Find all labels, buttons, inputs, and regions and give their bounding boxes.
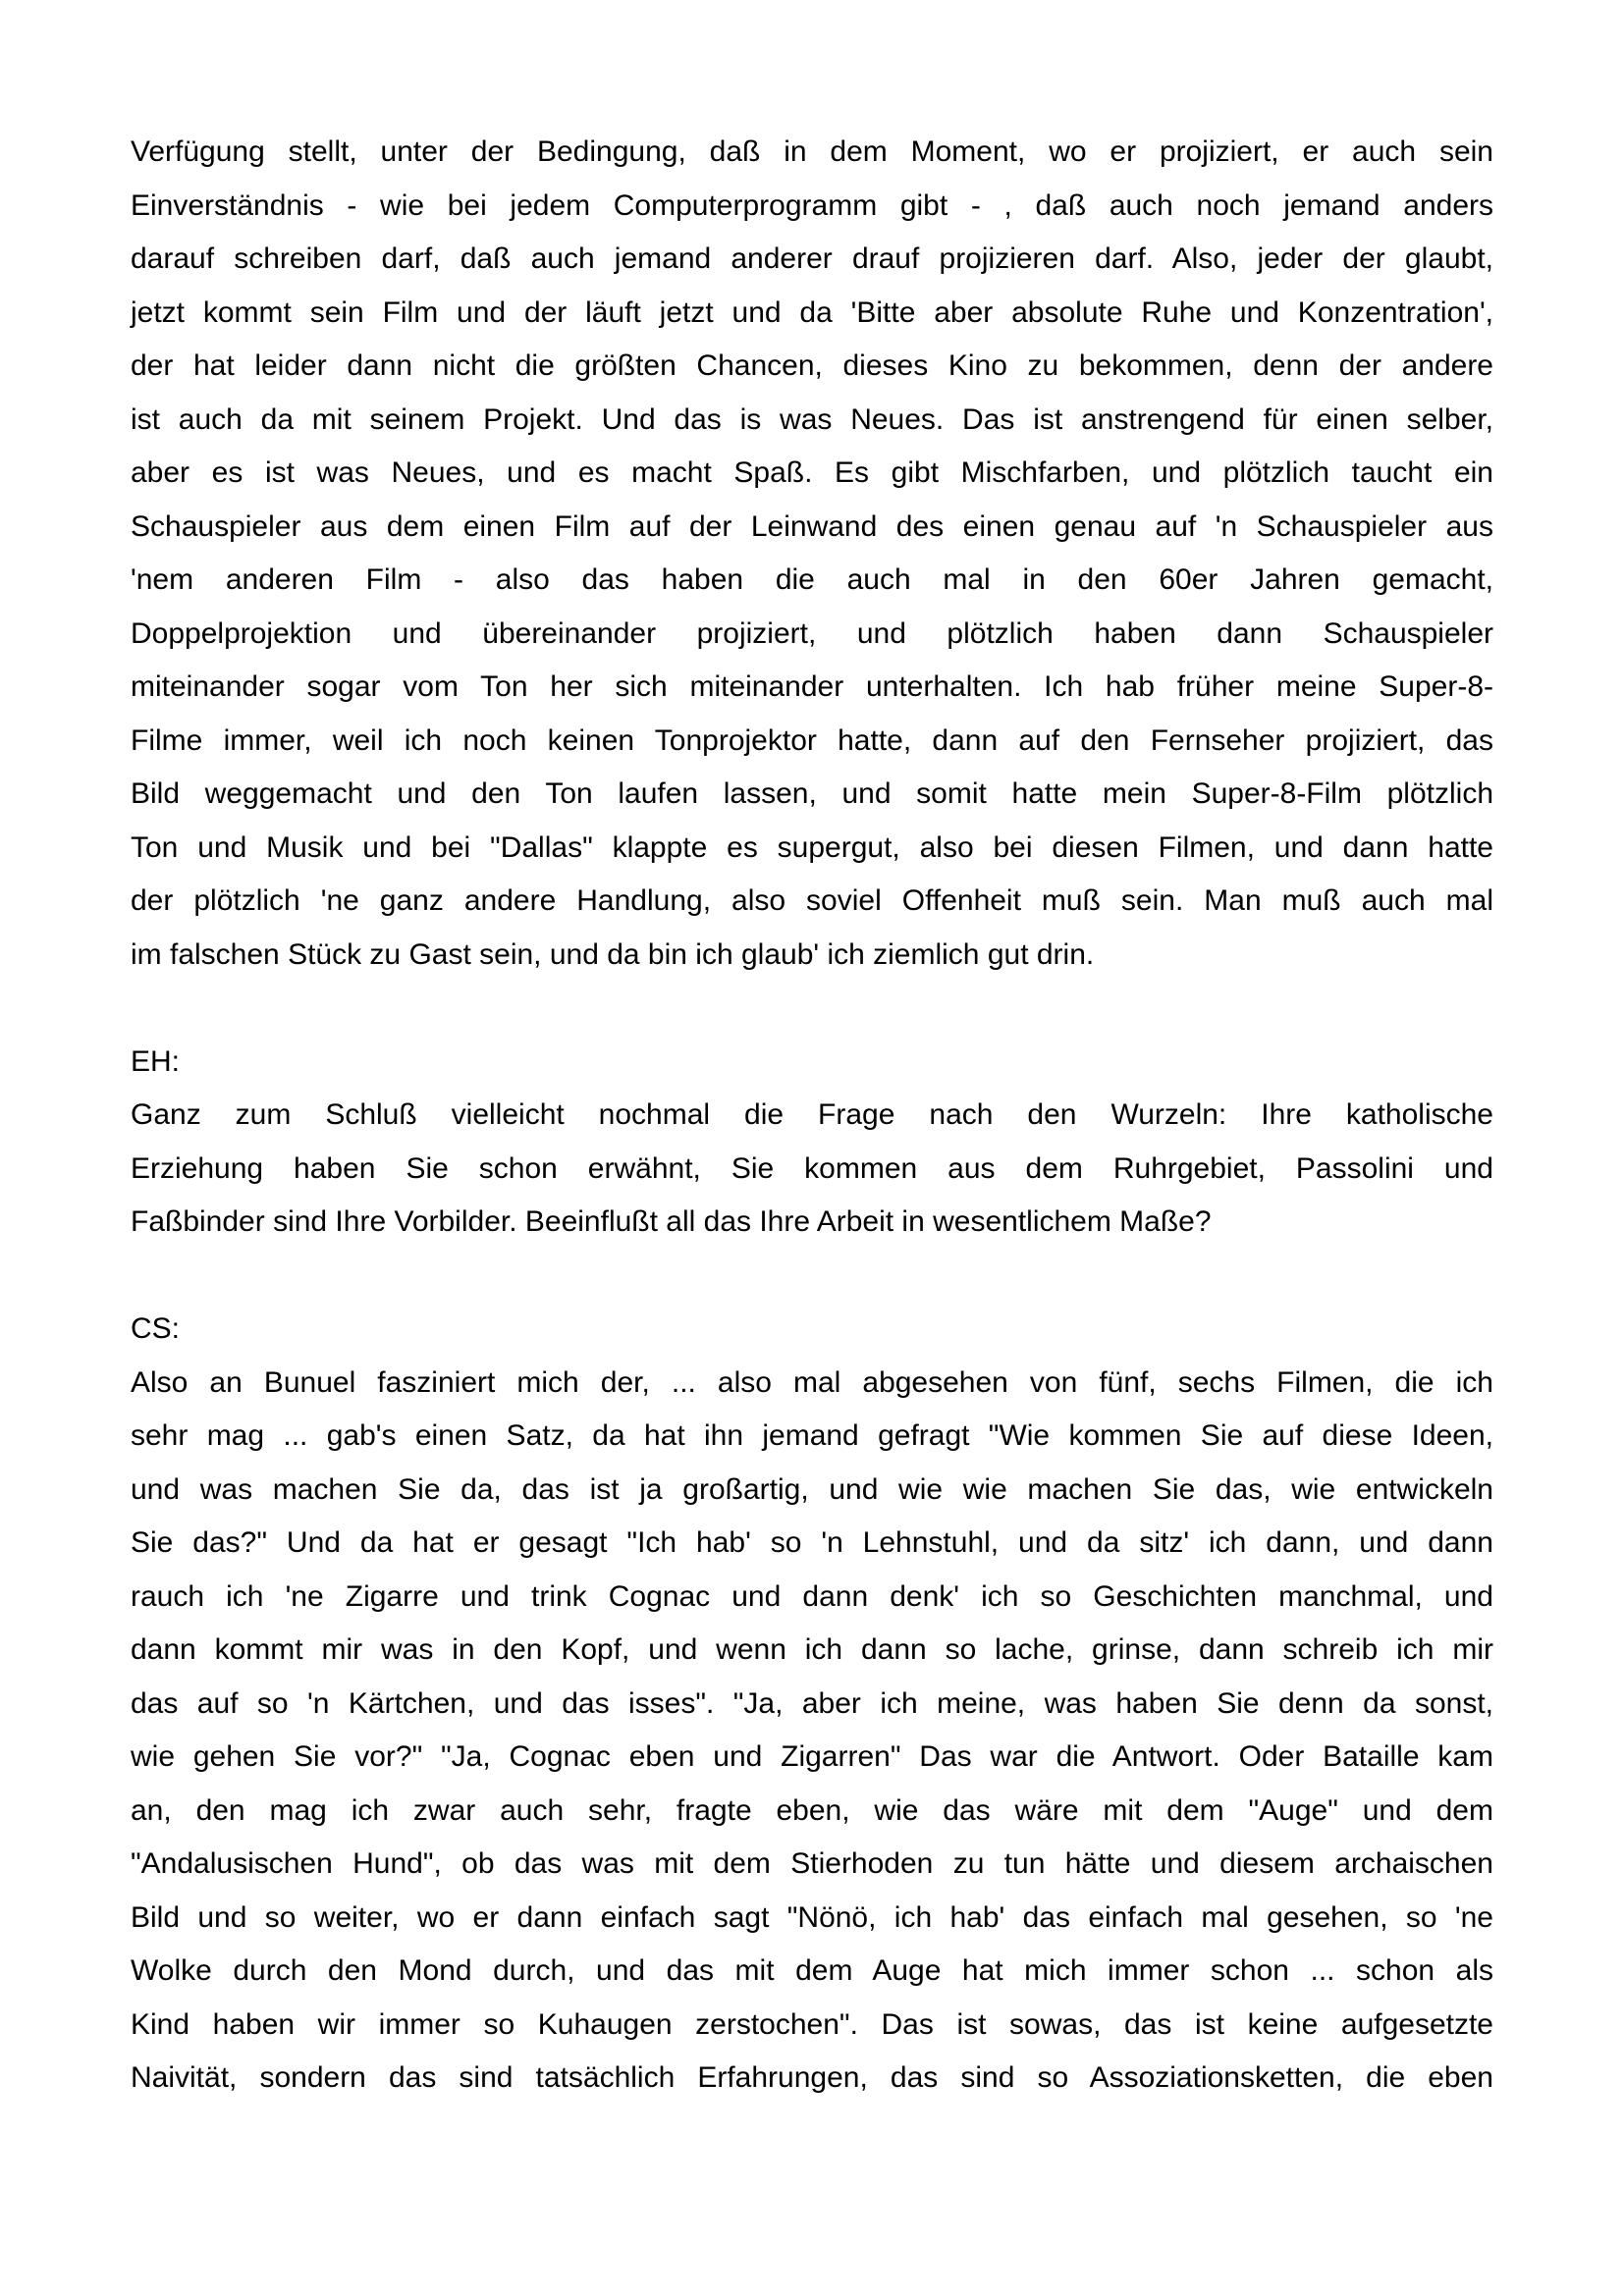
text-line: der plötzlich 'ne ganz andere Handlung, also soviel Offenheit muß sein. Man muß auch mal bbox=[131, 884, 1493, 917]
text-line: Bild und so weiter, wo er dann einfach sagt "Nönö, ich hab' das einfach mal gesehen, so 'ne bbox=[131, 1900, 1493, 1934]
text-line: dann kommt mir was in den Kopf, und wenn ich dann so lache, grinse, dann schreib ich mir bbox=[131, 1633, 1493, 1666]
text-line: Kind haben wir immer so Kuhaugen zerstochen". Das ist sowas, das ist keine aufgesetzte bbox=[131, 2007, 1493, 2041]
text-line: wie gehen Sie vor?" "Ja, Cognac eben und Zigarren" Das war die Antwort. Oder Bataille kam bbox=[131, 1740, 1493, 1773]
text-line: miteinander sogar vom Ton her sich miteinander unterhalten. Ich hab früher meine Super-8- bbox=[131, 670, 1493, 703]
text-line: und was machen Sie da, das ist ja großartig, und wie wie machen Sie das, wie entwickeln bbox=[131, 1472, 1493, 1506]
paragraph-lines bbox=[131, 1089, 1493, 1250]
text-line: Einverständnis - wie bei jedem Computerprogramm gibt - , daß auch noch jemand anders bbox=[131, 188, 1493, 222]
text-line: darauf schreiben darf, daß auch jemand anderer drauf projizieren darf. Also, jeder der glaubt, bbox=[131, 242, 1493, 275]
speaker-label-cs: CS: bbox=[131, 1312, 181, 1345]
interviewer-question-block bbox=[131, 1036, 1493, 1250]
text-line: Also an Bunuel fasziniert mich der, ... also mal abgesehen von fünf, sechs Filmen, die ich bbox=[131, 1365, 1493, 1399]
text-line: Bild weggemacht und den Ton laufen lassen, und somit hatte mein Super-8-Film plötzlich bbox=[131, 777, 1493, 810]
text-line: rauch ich 'ne Zigarre und trink Cognac und dann denk' ich so Geschichten manchmal, und bbox=[131, 1579, 1493, 1613]
text-line: Schauspieler aus dem einen Film auf der Leinwand des einen genau auf 'n Schauspieler aus bbox=[131, 509, 1493, 543]
interviewee-answer-block bbox=[131, 1303, 1493, 2106]
text-line: Sie das?" Und da hat er gesagt "Ich hab' so 'n Lehnstuhl, und da sitz' ich dann, und dann bbox=[131, 1526, 1493, 1559]
text-line: Faßbinder sind Ihre Vorbilder. Beeinflußt all das Ihre Arbeit in wesentlichem Maße? bbox=[131, 1205, 1212, 1238]
text-line: an, den mag ich zwar auch sehr, fragte eben, wie das wäre mit dem "Auge" und dem bbox=[131, 1793, 1493, 1827]
text-line: Naivität, sondern das sind tatsächlich Erfahrungen, das sind so Assoziationsketten, die eben bbox=[131, 2061, 1493, 2094]
speaker-label-eh: EH: bbox=[131, 1044, 181, 1078]
text-line: der hat leider dann nicht die größten Chancen, dieses Kino zu bekommen, denn der andere bbox=[131, 349, 1493, 382]
text-line: sehr mag ... gab's einen Satz, da hat ihn jemand gefragt "Wie kommen Sie auf diese Ideen, bbox=[131, 1419, 1493, 1452]
text-line: "Andalusischen Hund", ob das was mit dem Stierhoden zu tun hätte und diesem archaischen bbox=[131, 1847, 1493, 1880]
answer-paragraph-continuation bbox=[131, 126, 1493, 982]
text-line: ist auch da mit seinem Projekt. Und das is was Neues. Das ist anstrengend für einen selber, bbox=[131, 402, 1493, 436]
paragraph-lines bbox=[131, 1357, 1493, 2106]
text-line: Erziehung haben Sie schon erwähnt, Sie kommen aus dem Ruhrgebiet, Passolini und bbox=[131, 1151, 1493, 1185]
text-line: Ton und Musik und bei "Dallas" klappte es supergut, also bei diesen Filmen, und dann hatte bbox=[131, 830, 1493, 864]
text-line: im falschen Stück zu Gast sein, und da bin ich glaub' ich ziemlich gut drin. bbox=[131, 937, 1095, 971]
text-line: 'nem anderen Film - also das haben die auch mal in den 60er Jahren gemacht, bbox=[131, 563, 1493, 596]
paragraph-lines bbox=[131, 126, 1493, 982]
text-line: Doppelprojektion und übereinander projiziert, und plötzlich haben dann Schauspieler bbox=[131, 616, 1493, 650]
text-line: Filme immer, weil ich noch keinen Tonprojektor hatte, dann auf den Fernseher projiziert, das bbox=[131, 723, 1493, 757]
text-line: Wolke durch den Mond durch, und das mit dem Auge hat mich immer schon ... schon als bbox=[131, 1954, 1493, 1987]
text-line: das auf so 'n Kärtchen, und das isses". "Ja, aber ich meine, was haben Sie denn da sonst, bbox=[131, 1686, 1493, 1720]
text-line: Ganz zum Schluß vielleicht nochmal die Frage nach den Wurzeln: Ihre katholische bbox=[131, 1098, 1493, 1131]
text-line: jetzt kommt sein Film und der läuft jetzt und da 'Bitte aber absolute Ruhe und Konzentration', bbox=[131, 295, 1493, 329]
text-line: aber es ist was Neues, und es macht Spaß. Es gibt Mischfarben, und plötzlich taucht ein bbox=[131, 456, 1493, 489]
text-line: Verfügung stellt, unter der Bedingung, daß in dem Moment, wo er projiziert, er auch sein bbox=[131, 135, 1493, 168]
